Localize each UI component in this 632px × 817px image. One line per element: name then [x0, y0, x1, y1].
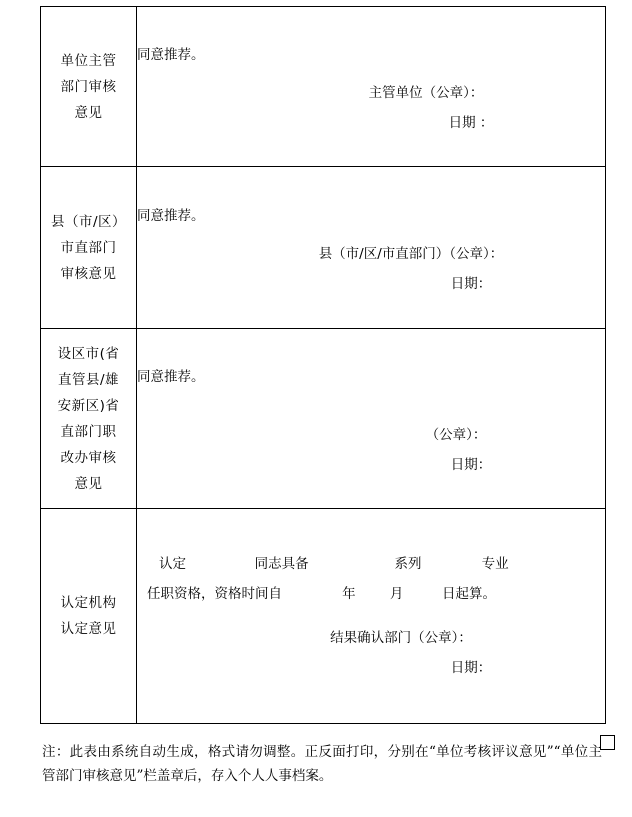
row-label-prefecture-city: 设区市(省 直管县/雄 安新区)省 直部门职 改办审核 意见	[41, 329, 137, 509]
row-content-prefecture-city	[137, 329, 606, 509]
row-label-unit-department: 单位主管 部门审核 意见	[41, 7, 137, 167]
footnote-text: 注：此表由系统自动生成，格式请勿调整。正反面打印，分别在“单位考核评议意见”“单位主管部门审核意见”栏盖章后，存入个人人事档案。	[42, 744, 602, 784]
date-line: 日期 ：	[448, 114, 494, 131]
seal-line: 县（市/区/市直部门）（公章）：	[318, 245, 504, 262]
certification-line-2: 任职资格，资格时间自 年 月 日起算。	[147, 586, 497, 602]
row-label-certification-body: 认定机构 认定意见	[41, 509, 137, 724]
row-content-county-city-district	[137, 167, 606, 329]
seal-line: （公章）：	[425, 426, 487, 443]
row-content-unit-department	[137, 7, 606, 167]
row-label-county-city-district: 县（市/区） 市直部门 审核意见	[41, 167, 137, 329]
table-row	[41, 329, 606, 509]
table-row	[41, 509, 606, 724]
seal-line: 结果确认部门（公章）：	[330, 630, 472, 646]
date-line: 日期：	[450, 275, 492, 292]
date-line: 日期：	[450, 456, 492, 473]
opinion-text: 同意推荐。	[137, 368, 205, 385]
certification-line-1: 认定 同志具备 系列 专业	[159, 556, 509, 572]
seal-line: 主管单位（公章）：	[368, 84, 484, 101]
opinion-text: 同意推荐。	[137, 207, 205, 224]
date-line: 日期：	[450, 660, 492, 676]
table-row	[41, 7, 606, 167]
opinion-text: 同意推荐。	[137, 46, 205, 63]
page-corner-marker	[600, 735, 615, 750]
form-footnote	[42, 740, 602, 788]
table-row	[41, 167, 606, 329]
approval-form-table	[40, 6, 606, 724]
row-content-certification-body	[137, 509, 606, 724]
